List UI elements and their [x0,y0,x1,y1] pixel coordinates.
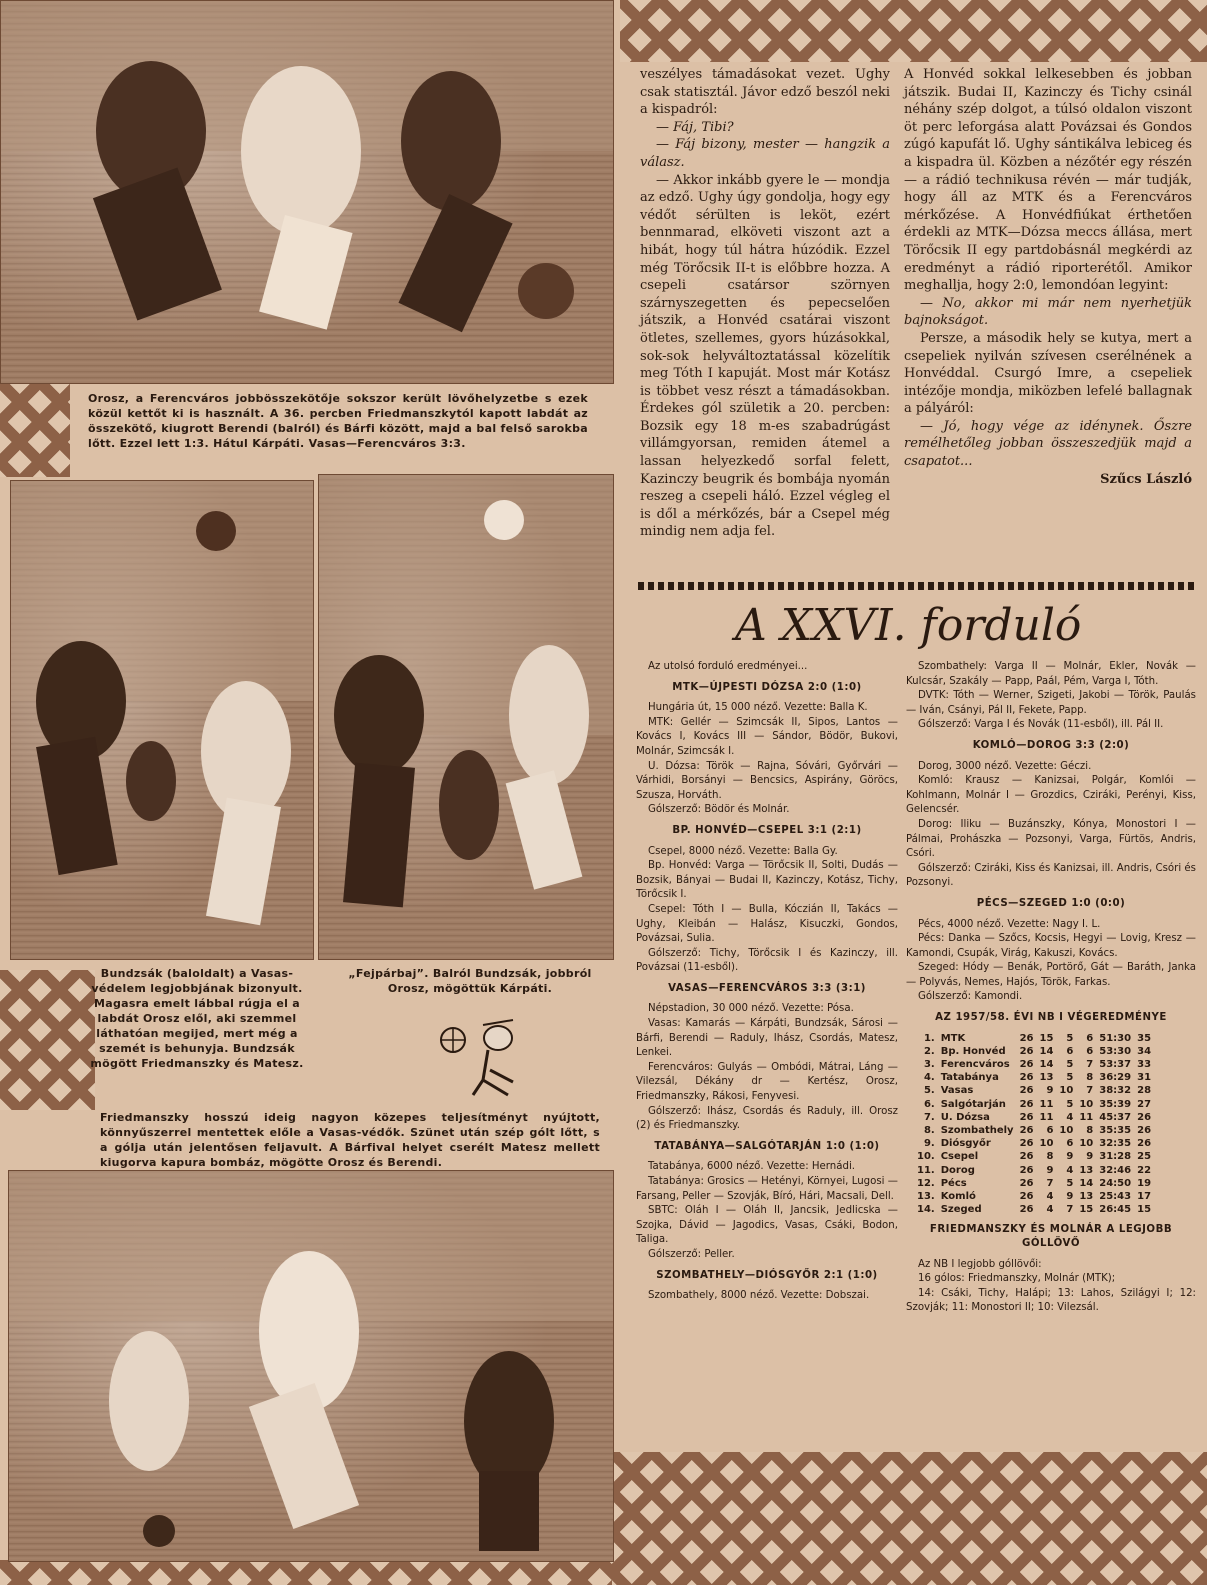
standings-cell: 11 [1079,1111,1094,1123]
standings-cell: 8 [1086,1125,1094,1137]
scorers-intro: Az NB I legjobb góllövői: [918,1258,1042,1270]
standings-cell: 13 [1039,1072,1054,1084]
standings-cell: 14. [917,1204,935,1216]
scorers-line: 16 gólos: Friedmanszky, Molnár (MTK); [918,1273,1116,1285]
match-detail: SBTC: Oláh I — Oláh II, Jancsik, Jedlicska — Szojka, Dávid — Jagodics, Vasas, Csáki, Bodon, Taliga. [636,1205,898,1246]
match-detail: Tatabánya: Grosics — Hetényi, Környei, Lugosi — Farsang, Peller — Szovják, Bíró, Hári, Macsali, Dell. [636,1176,898,1202]
match-heading: SZOMBATHELY—DIÓSGYŐR 2:1 (1:0) [656,1269,878,1281]
standings-cell: 7 [1086,1059,1094,1071]
standings-cell: 1. [923,1032,935,1044]
standings-cell: 5 [1066,1177,1074,1189]
standings-cell: 45:37 [1099,1111,1132,1123]
article-dialogue: — Fáj, Tibi? [656,119,734,135]
standings-cell: 11. [917,1164,935,1176]
standings-cell: 7 [1046,1177,1054,1189]
standings-cell: 26 [1137,1125,1152,1137]
standings-cell: U. Dózsa [940,1111,990,1123]
standings-cell: 26 [1019,1072,1034,1084]
standings-cell: 10. [917,1151,935,1163]
standings-cell: 26 [1019,1177,1034,1189]
standings-row [914,1203,1154,1216]
standings-cell: 26 [1019,1151,1034,1163]
match-heading: KOMLÓ—DOROG 3:3 (2:0) [972,739,1130,751]
photo-fejparbaj [318,474,614,960]
standings-cell: 26 [1137,1138,1152,1150]
caption-left: Bundzsák (baloldalt) a Vasas-védelem legjobbjának bizonyult. Magasra emelt lábbal rúgja el a labdát Orosz elől, aki szemmel láthatóan megijed, mert még a szemét is behunyja. Bundzsák mögött Friedmanszky és Matesz. [90,967,304,1070]
match-detail: DVTK: Tóth — Werner, Szigeti, Jakobi — Török, Paulás — Iván, Csányi, Pál II, Fekete, Papp. [906,690,1196,716]
standings-cell: 8 [1086,1072,1094,1084]
standings-cell: 6. [923,1098,935,1110]
standings-cell: 6 [1046,1125,1054,1137]
standings-cell: Ferencváros [940,1059,1010,1071]
standings-cell: 36:29 [1099,1072,1132,1084]
article-paragraph: Persze, a második hely se kutya, mert a csepeliek nyilván szívesen cserélnének a Honvéddal. Csurgó Imre, a csepeliek intézője mondja, miközben lefelé ballagnak a pályáról: [904,330,1192,417]
match-detail: Népstadion, 30 000 néző. Vezette: Pósa. [648,1003,854,1015]
header-duel-illustration [319,475,613,959]
match-detail: Gólszerző: Bödör és Molnár. [648,804,790,816]
match-heading: BP. HONVÉD—CSEPEL 3:1 (2:1) [672,824,862,836]
article-paragraph: — Akkor inkább gyere le — mondja az edző. Ughy úgy gondolja, hogy egy védőt sérülten is leköt, ezért bennmarad, elköveti viszont azt a hibát, hogy túl hátra húzódik. Ezzel még Törőcsik II-t is előbbre hozza. A csepeli csatársor szörnyen szárnyszegetten és pepecselően játszik, a Honvéd csatárai viszont ötletes, szellemes, gyors húzásokkal, sok-sok helyváltoztatással közelítik meg Tóth I kapuját. Most már Kotász is többet vesz részt a támadásokban. Érdekes gól születik a 20. percben: Bozsik egy 18 m-es szabadrúgást villámgyorsan, remiden átemel a lassan helyezkedő sorfal felett, Kazinczy beugrik és bombája nyomán reszeg a csepeli háló. Ezzel végleg el is dől a mérkőzés, bár a Csepel még mindig nem adja fel. [640,172,890,540]
standings-row [914,1150,1154,1163]
standings-cell: 10 [1059,1125,1074,1137]
article-column-2 [904,66,1192,488]
results-column-1 [636,660,898,1304]
article-paragraph: veszélyes támadásokat vezet. Ughy csak statisztál. Jávor edző beszól neki a kispadról: [640,67,890,118]
standings-cell: 25:43 [1099,1191,1132,1203]
standings-cell: 9 [1066,1191,1074,1203]
match-detail: Gólszerző: Peller. [648,1248,735,1260]
standings-cell: 26 [1019,1111,1034,1123]
standings-cell: 8 [1046,1151,1054,1163]
footballer-cartoon-icon [428,1010,538,1100]
standings-cell: 26 [1019,1191,1034,1203]
standings-cell: 35:39 [1099,1098,1132,1110]
standings-cell: 5 [1066,1032,1074,1044]
standings-cell: 10 [1039,1138,1054,1150]
standings-cell: 6 [1086,1045,1094,1057]
match-heading: VASAS—FERENCVÁROS 3:3 (3:1) [668,982,866,994]
standings-cell: 22 [1137,1164,1152,1176]
match-detail: Szeged: Hódy — Benák, Portörő, Gát — Baráth, Janka — Polyvás, Nemes, Hajós, Török, Farkas. [906,962,1196,988]
standings-cell: 11 [1039,1111,1054,1123]
standings-cell: 13 [1079,1164,1094,1176]
standings-cell: 14 [1079,1177,1094,1189]
caption-bottom-text: Friedmanszky hosszú ideig nagyon közepes teljesítményt nyújtott, könnyűszerrel mentettek előle a Vasas-védők. Szünet után szép gólt lőtt, s a gólja után jelentősen feljavult. A Bárfival helyet cserélt Matesz mellett kiugorva kapura bombáz, mögötte Orosz és Berendi. [100,1111,600,1169]
standings-cell: 14 [1039,1045,1054,1057]
standings-row [914,1190,1154,1203]
standings-cell: 26 [1019,1045,1034,1057]
match-detail: Pécs, 4000 néző. Vezette: Nagy I. L. [918,918,1101,930]
standings-row [914,1071,1154,1084]
standings-cell: Dorog [940,1164,975,1176]
match-detail: Szombathely: Varga II — Molnár, Ekler, Novák — Kulcsár, Szakály — Papp, Paál, Pém, Varga I, Tóth. [906,661,1196,687]
results-column-2-list [906,660,1196,1005]
standings-cell: 9 [1046,1164,1054,1176]
match-detail: Szombathely, 8000 néző. Vezette: Dobszai. [648,1290,870,1302]
standings-cell: 26 [1019,1059,1034,1071]
match-heading: MTK—ÚJPESTI DÓZSA 2:0 (1:0) [672,681,862,693]
standings-row [914,1177,1154,1190]
match-detail: Hungária út, 15 000 néző. Vezette: Balla K. [648,702,868,714]
standings-row [914,1098,1154,1111]
standings-row [914,1137,1154,1150]
shot-illustration [9,1171,613,1561]
scorers-line: 14: Csáki, Tichy, Halápi; 13: Lahos, Szilágyi I; 12: Szovják; 11: Monostori II; 10: Vilezsál. [906,1287,1196,1314]
standings-cell: MTK [940,1032,966,1044]
standings-cell: 8. [923,1125,935,1137]
standings-title: AZ 1957/58. ÉVI NB I VÉGEREDMÉNYE [935,1012,1167,1024]
match-detail: MTK: Gellér — Szimcsák II, Sipos, Lantos — Kovács I, Kovács III — Sándor, Bödör, Bukovi, Molnár, Szimcsák I. [636,716,898,757]
standings-cell: 32:35 [1099,1138,1132,1150]
match-detail: U. Dózsa: Török — Rajna, Sóvári, Győrvári — Várhidi, Borsányi — Bencsics, Aspirány, Göröcs, Szusza, Horváth. [636,760,898,801]
lattice-border-left-low [0,970,95,1110]
standings-cell: Diósgyőr [940,1138,991,1150]
match-detail: Pécs: Danka — Szőcs, Kocsis, Hegyi — Lovig, Kresz — Kamondi, Csupák, Virág, Kakuszi, Kovács. [906,933,1196,959]
standings-cell: 27 [1137,1098,1152,1110]
standings-cell: 26 [1019,1085,1034,1097]
standings-cell: 6 [1086,1032,1094,1044]
standings-cell: 7 [1086,1085,1094,1097]
dotted-rule [638,582,1194,590]
standings-cell: 9 [1046,1085,1054,1097]
match-detail: Az utolsó forduló eredményei... [648,661,808,672]
standings-cell: 6 [1066,1045,1074,1057]
standings-cell: 28 [1137,1085,1152,1097]
standings-cell: 5 [1066,1059,1074,1071]
standings-cell: 26 [1019,1138,1034,1150]
match-detail: Gólszerző: Ihász, Csordás és Raduly, ill. Orosz (2) és Friedmanszky. [636,1105,898,1132]
standings-row [914,1032,1154,1045]
match-detail: Dorog: Iliku — Buzánszky, Kónya, Monostori I — Pálmai, Prohászka — Pozsonyi, Varga, Fürtös, Andris, Csóri. [906,818,1196,860]
standings-cell: 25 [1137,1151,1152,1163]
standings-cell: 10 [1059,1085,1074,1097]
standings-row [914,1084,1154,1097]
standings-cell: 31 [1137,1072,1152,1084]
players-illustration [1,1,613,383]
standings-cell: 24:50 [1099,1177,1132,1189]
standings-cell: 26 [1019,1204,1034,1216]
scorers-title: FRIEDMANSZKY ÉS MOLNÁR A LEGJOBB GÓLLÖVŐ [929,1223,1173,1250]
match-detail: Csepel, 8000 néző. Vezette: Balla Gy. [648,845,838,857]
match-detail: Komló: Krausz — Kanizsai, Polgár, Komlói — Kohlmann, Molnár I — Grozdics, Cziráki, Perényi, Kiss, Gelencsér. [906,775,1196,816]
standings-cell: Vasas [940,1085,974,1097]
standings-cell: 10 [1079,1138,1094,1150]
standings-cell: 9 [1086,1151,1094,1163]
standings-cell: 4 [1066,1111,1074,1123]
standings-cell: 14 [1039,1059,1054,1071]
standings-cell: 31:28 [1099,1151,1132,1163]
photo-friedmanszky-shot [8,1170,614,1562]
standings-cell: Csepel [940,1151,979,1163]
lattice-border-top [620,0,1207,62]
standings-cell: 51:30 [1099,1032,1132,1044]
standings-cell: 26 [1019,1098,1034,1110]
match-detail: Dorog, 3000 néző. Vezette: Géczi. [918,760,1092,772]
caption-right: „Fejpárbaj”. Balról Bundzsák, jobbról Orosz, mögöttük Kárpáti. [348,967,592,995]
standings-cell: 4. [923,1072,935,1084]
match-detail: Gólszerző: Varga I és Novák (11-esből), ill. Pál II. [918,719,1164,731]
standings-row [914,1045,1154,1058]
standings-cell: 5 [1066,1072,1074,1084]
article-column-1 [640,66,890,541]
standings-cell: 11 [1039,1098,1054,1110]
standings-cell: 35:35 [1099,1125,1132,1137]
standings-row [914,1111,1154,1124]
standings-cell: Salgótarján [940,1098,1006,1110]
lattice-border-bottom-left [0,1560,612,1585]
standings-cell: 13 [1079,1191,1094,1203]
article-signature: Szűcs László [1100,471,1192,487]
standings-cell: 53:30 [1099,1045,1132,1057]
match-detail: Gólszerző: Tichy, Törőcsik I és Kazinczy, ill. Povázsai (11-esből). [636,947,898,974]
lattice-border-bottom [612,1452,1207,1585]
standings-row [914,1058,1154,1071]
standings-cell: 26 [1019,1032,1034,1044]
standings-cell: 3. [923,1059,935,1071]
standings-cell: Bp. Honvéd [940,1045,1006,1057]
article-paragraph: A Honvéd sokkal lelkesebben és jobban játszik. Budai II, Kazinczy és Tichy csinál néhány szép dolgot, a túlsó oldalon viszont öt perc leforgása alatt Povázsai és Gondos zúgó kapufát lő. Ughy sántikálva lebiceg és a kispadra ül. Közben a nézőtér egy részén — a rádió technikusa révén — már tudják, hogy áll az MTK és a Ferencváros mérkőzése. A Honvédfiúkat érthetően érdekli az MTK—Dózsa meccs állása, mert Törőcsik II egy partdobásnál megkérdi az eredményt a rádió riporterétől. Amikor meghallja, hogy 2:0, lemondóan legyint: [904,67,1192,294]
standings-cell: 13. [917,1191,935,1203]
standings-cell: 26 [1019,1164,1034,1176]
standings-cell: 4 [1046,1191,1054,1203]
standings-cell: 5. [923,1085,935,1097]
standings-cell: 6 [1066,1138,1074,1150]
standings-cell: Komló [940,1191,976,1203]
standings-cell: 4 [1046,1204,1054,1216]
standings-cell: 26 [1137,1111,1152,1123]
standings-cell: 33 [1137,1059,1152,1071]
article-dialogue: — Jó, hogy vége az idénynek. Őszre remélhetőleg jobban összeszedjük majd a csapatot... [904,418,1192,470]
match-detail: Gólszerző: Kamondi. [918,991,1023,1003]
photo-bundzsak-kick [10,480,314,960]
standings-cell: 26:45 [1099,1204,1132,1216]
standings-cell: Pécs [940,1177,967,1189]
standings-cell: 7. [923,1111,935,1123]
standings-cell: Tatabánya [940,1072,999,1084]
standings-cell: Szeged [940,1204,982,1216]
standings-cell: 15 [1137,1204,1152,1216]
standings-cell: 38:32 [1099,1085,1132,1097]
standings-cell: Szombathely [940,1125,1014,1137]
standings-cell: 26 [1019,1125,1034,1137]
lattice-border-left-mid [0,382,70,477]
kick-illustration [11,481,313,959]
match-detail: Bp. Honvéd: Varga — Törőcsik II, Solti, Dudás — Bozsik, Bányai — Budai II, Kazinczy, Kotász, Tichy, Törőcsik I. [636,860,898,901]
match-detail: Vasas: Kamarás — Kárpáti, Bundzsák, Sárosi — Bárfi, Berendi — Raduly, Ihász, Csordás, Matesz, Lenkei. [636,1018,898,1059]
standings-cell: 15 [1039,1032,1054,1044]
round-headline: A XXVI. forduló [735,600,1082,651]
standings-cell: 4 [1066,1164,1074,1176]
standings-cell: 35 [1137,1032,1152,1044]
standings-cell: 9. [923,1138,935,1150]
match-detail: Ferencváros: Gulyás — Ombódi, Mátrai, Láng — Vilezsál, Dékány dr — Kertész, Orosz, Friedmanszky, Rákosi, Fenyvesi. [636,1061,898,1103]
match-heading: PÉCS—SZEGED 1:0 (0:0) [976,897,1126,909]
standings-cell: 17 [1137,1191,1152,1203]
photo-top-orosz [0,0,614,384]
match-detail: Gólszerző: Cziráki, Kiss és Kanizsai, ill. Andris, Csóri és Pozsonyi. [906,862,1196,889]
match-detail: Tatabánya, 6000 néző. Vezette: Hernádi. [648,1161,856,1173]
results-column-2 [906,660,1196,1316]
standings-cell: 12. [917,1177,935,1189]
match-heading: TATABÁNYA—SALGÓTARJÁN 1:0 (1:0) [654,1140,880,1152]
standings-cell: 7 [1066,1204,1074,1216]
article-dialogue: — No, akkor mi már nem nyerhetjük bajnokságot. [904,295,1192,329]
standings-cell: 53:37 [1099,1059,1132,1071]
match-detail: Csepel: Tóth I — Bulla, Kóczián II, Takács — Ughy, Kleibán — Halász, Kisuczki, Gondos, Povázsai, Sulia. [636,903,898,945]
standings-row [914,1164,1154,1177]
standings-cell: 10 [1079,1098,1094,1110]
standings-cell: 34 [1137,1045,1152,1057]
caption-top: Orosz, a Ferencváros jobbösszekötője sokszor került lövőhelyzetbe s ezek közül kettőt ki is használt. A 36. percben Friedmanszkytól kapott labdát az összekötő, kiugrott Berendi (balról) és Bárfi között, majd a bal felső sarokba lőtt. Ezzel lett 1:3. Hátul Kárpáti. Vasas—Ferencváros 3:3. [88,392,588,450]
standings-cell: 32:46 [1099,1164,1132,1176]
standings-table [914,1032,1154,1217]
standings-cell: 2. [923,1045,935,1057]
standings-cell: 9 [1066,1151,1074,1163]
article-dialogue: — Fáj bizony, mester — hangzik a válasz. [640,137,890,170]
standings-cell: 15 [1079,1204,1094,1216]
standings-cell: 19 [1137,1177,1152,1189]
standings-row [914,1124,1154,1137]
standings-cell: 5 [1066,1098,1074,1110]
